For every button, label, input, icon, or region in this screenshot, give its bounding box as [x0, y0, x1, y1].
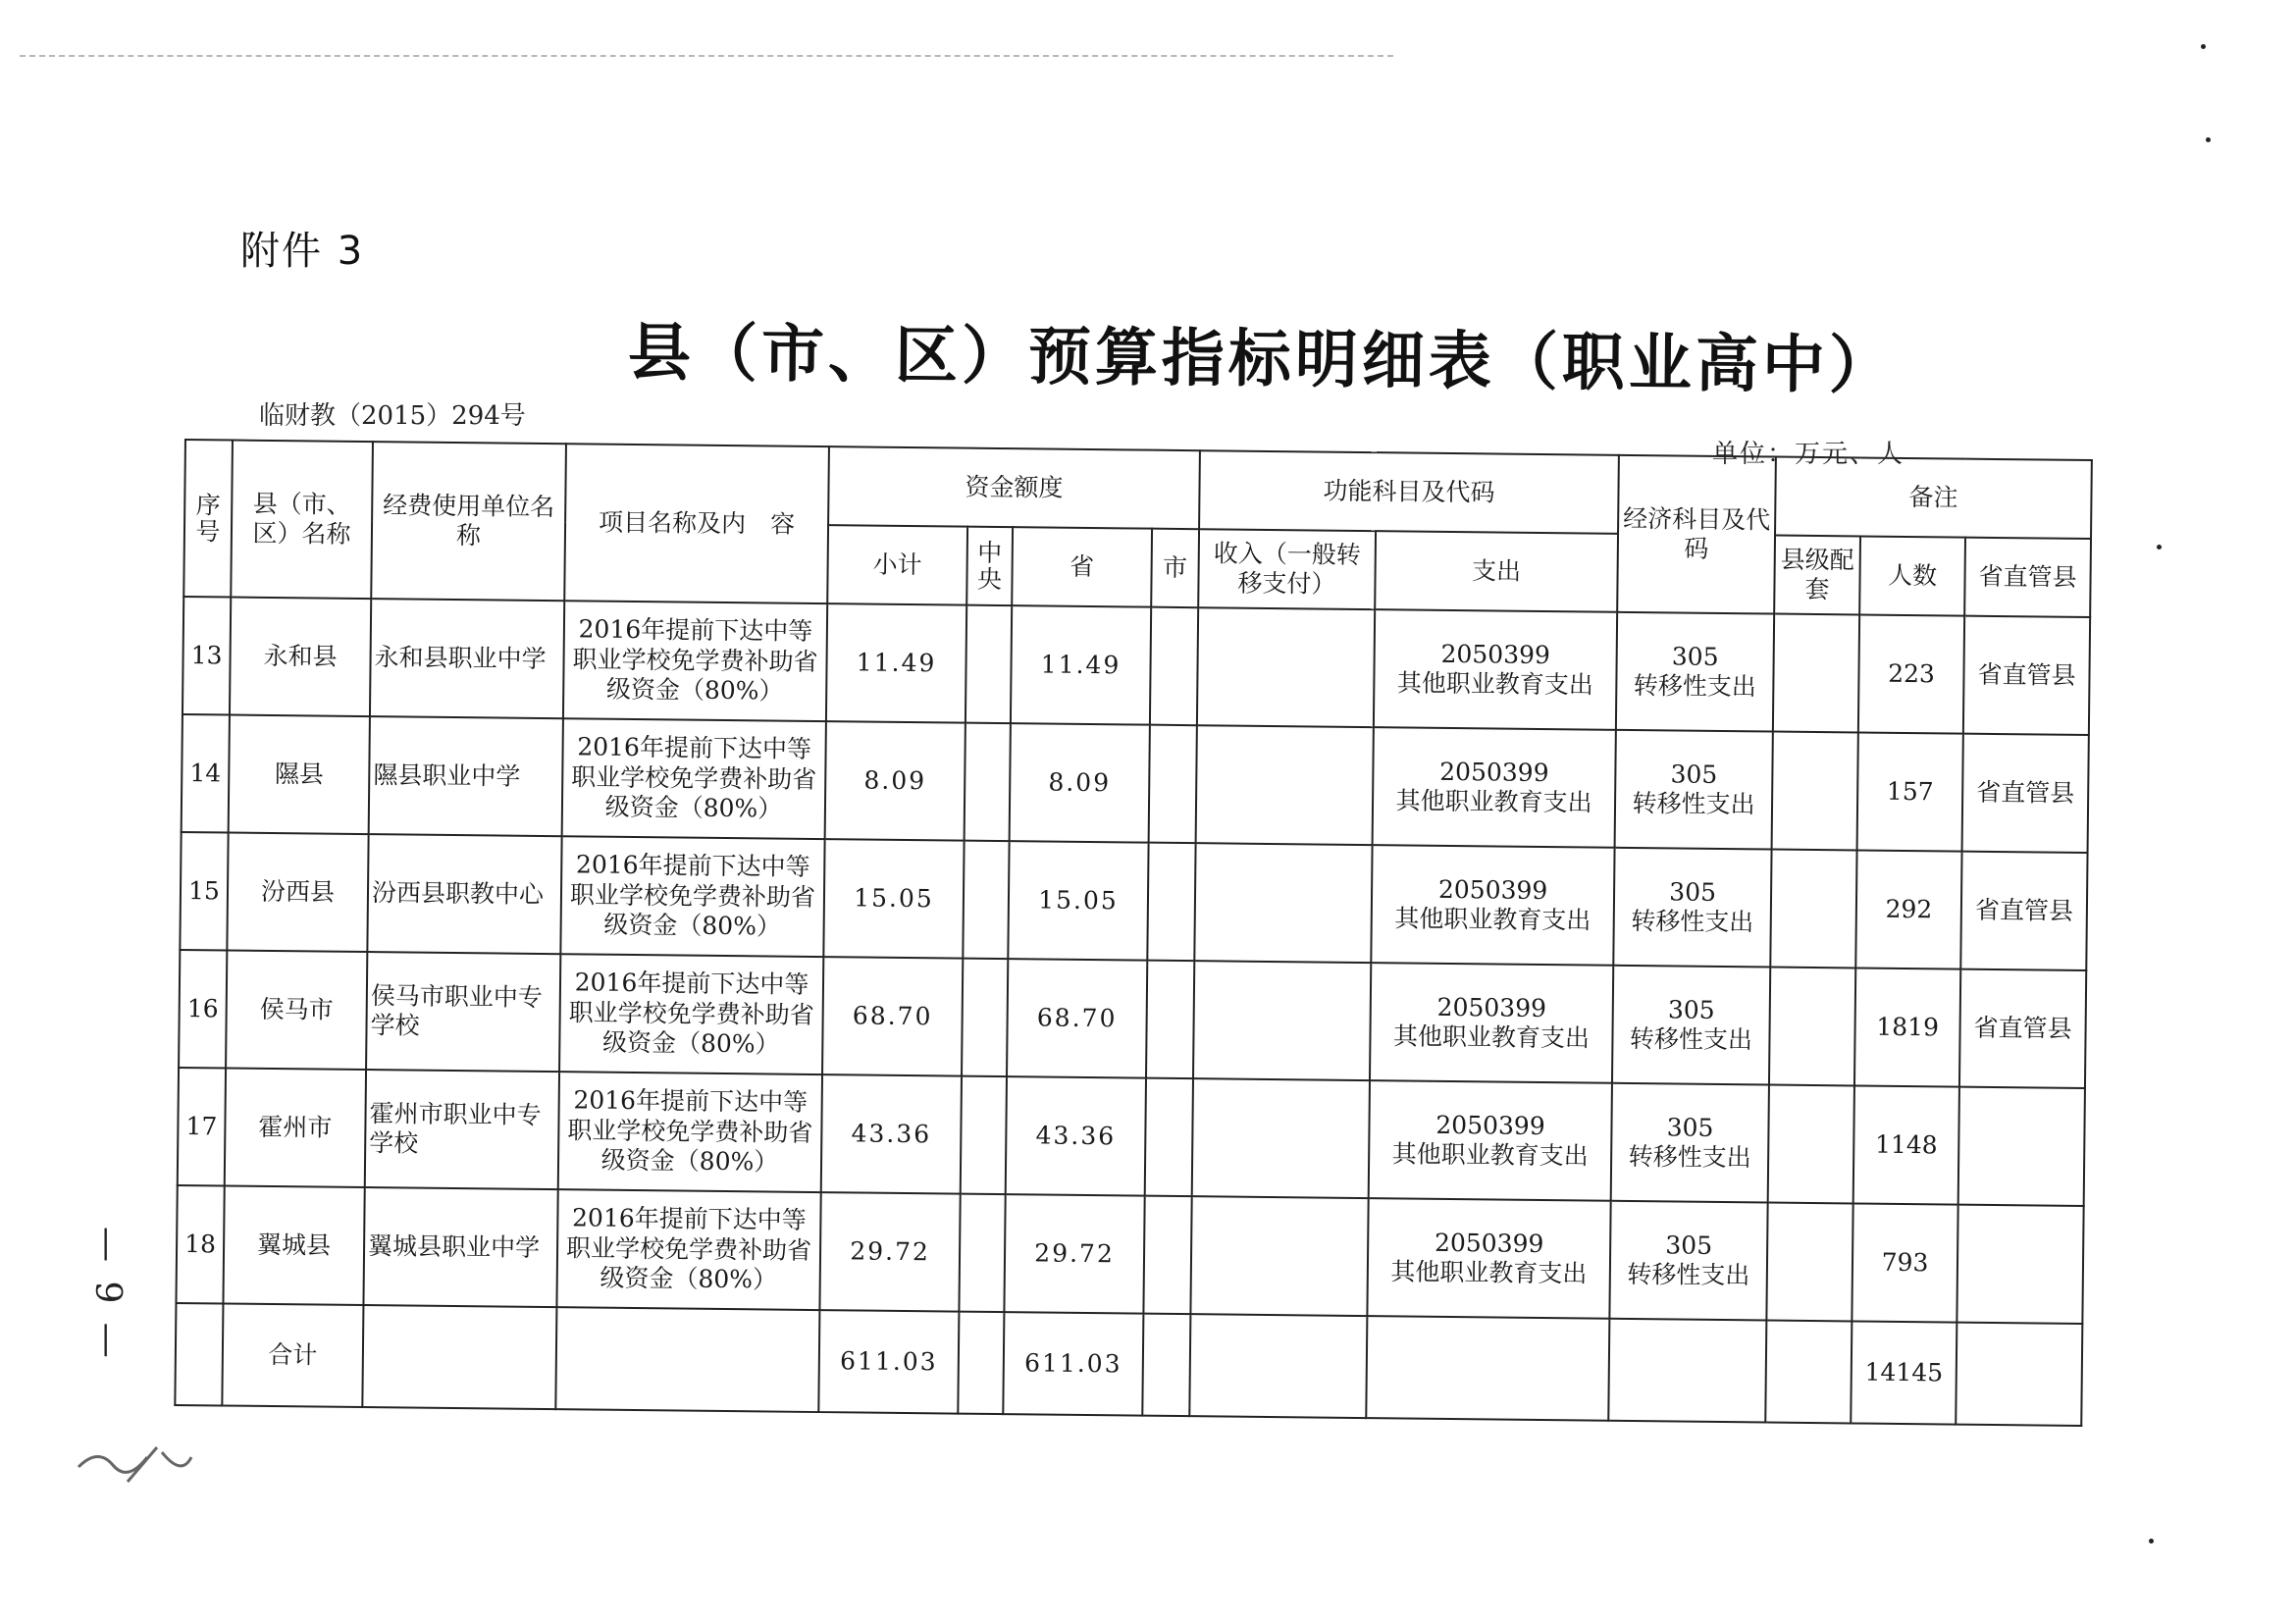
row-people: 1819: [1854, 968, 1960, 1086]
header-expense: 支出: [1375, 531, 1618, 612]
row-central: [961, 1076, 1007, 1194]
page-number-mark: — 9 —: [87, 1227, 128, 1362]
table-row: [183, 597, 2090, 735]
total-label: 合计: [222, 1303, 363, 1407]
expense-name: 其他职业教育支出: [1395, 786, 1592, 817]
header-remarks: 备注: [1775, 457, 2092, 539]
row-project: 2016年提前下达中等职业学校免学费补助省级资金（80%）: [560, 836, 824, 957]
row-province: 29.72: [1004, 1194, 1144, 1314]
header-income: 收入（一般转移支付）: [1198, 529, 1376, 609]
header-func-code: 功能科目及代码: [1199, 450, 1619, 534]
header-econ-code: 经济科目及代码: [1617, 455, 1776, 614]
row-province: 11.49: [1011, 605, 1151, 725]
total-expense: [1366, 1316, 1609, 1421]
econ-name: 转移性支出: [1633, 670, 1757, 702]
row-unit: 永和县职业中学: [370, 599, 564, 718]
row-unit: 翼城县职业中学: [363, 1187, 557, 1307]
scan-dot: [2201, 44, 2206, 49]
row-project: 2016年提前下达中等职业学校免学费补助省级资金（80%）: [562, 718, 826, 839]
total-unit: [362, 1305, 556, 1409]
row-econ: [1616, 612, 1774, 732]
row-county-match: [1768, 1085, 1854, 1204]
row-income: [1197, 607, 1375, 727]
expense-code: 2050399: [1434, 1228, 1544, 1258]
row-income: [1196, 725, 1374, 845]
unit-label: 单位：万元、人: [1712, 440, 1905, 469]
row-seq: 13: [183, 597, 231, 715]
row-people: 292: [1855, 850, 1961, 969]
row-county: 隰县: [229, 715, 370, 835]
total-county-match: [1765, 1321, 1852, 1424]
total-subtotal: 611.03: [818, 1310, 959, 1414]
expense-name: 其他职业教育支出: [1390, 1257, 1588, 1288]
row-project: 2016年提前下达中等职业学校免学费补助省级资金（80%）: [558, 1072, 822, 1192]
total-central: [958, 1312, 1004, 1414]
row-county: 霍州市: [225, 1068, 366, 1187]
header-city: 市: [1151, 529, 1199, 608]
row-expense: [1371, 845, 1614, 966]
handwritten-scribble: [69, 1428, 206, 1506]
row-expense: [1370, 963, 1613, 1083]
row-expense: [1373, 727, 1616, 848]
econ-name: 转移性支出: [1629, 1023, 1753, 1055]
expense-name: 其他职业教育支出: [1396, 668, 1594, 700]
row-people: 1148: [1853, 1085, 1959, 1204]
row-unit: 汾西县职教中心: [367, 834, 561, 954]
row-province: 15.05: [1008, 841, 1148, 961]
row-expense: [1367, 1198, 1610, 1319]
expense-code: 2050399: [1436, 992, 1547, 1022]
row-central: [962, 959, 1008, 1076]
table-header: [183, 440, 2092, 617]
row-unit: 隰县职业中学: [369, 716, 563, 836]
header-county: 县（市、区）名称: [231, 441, 373, 600]
table-row: [182, 714, 2089, 853]
expense-code: 2050399: [1435, 1110, 1545, 1140]
row-county-match: [1773, 614, 1859, 733]
row-direct-county: 省直管县: [1960, 852, 2087, 970]
row-people: 157: [1857, 732, 1963, 851]
row-expense: [1374, 609, 1617, 730]
row-direct-county: 省直管县: [1959, 969, 2086, 1088]
table-body: [175, 597, 2090, 1426]
row-econ: [1609, 1201, 1767, 1321]
row-expense: [1369, 1080, 1612, 1201]
scan-dot: [2157, 545, 2162, 550]
econ-code: 305: [1665, 1230, 1713, 1260]
row-subtotal: 8.09: [825, 721, 965, 841]
total-city: [1142, 1314, 1190, 1417]
row-seq: 14: [182, 714, 230, 833]
row-county: 翼城县: [223, 1185, 364, 1305]
row-city: [1146, 961, 1194, 1079]
row-county: 汾西县: [227, 833, 368, 953]
row-project: 2016年提前下达中等职业学校免学费补助省级资金（80%）: [563, 601, 827, 721]
header-subtotal: 小计: [827, 525, 967, 605]
table-row: [176, 1185, 2083, 1324]
row-subtotal: 11.49: [826, 603, 966, 723]
row-unit: 霍州市职业中专学校: [365, 1070, 559, 1189]
row-subtotal: 29.72: [819, 1192, 960, 1312]
expense-code: 2050399: [1437, 874, 1548, 905]
econ-name: 转移性支出: [1631, 906, 1754, 937]
econ-name: 转移性支出: [1628, 1141, 1751, 1173]
row-county-match: [1770, 850, 1856, 969]
header-seq: 序号: [183, 440, 233, 598]
header-unit: 经费使用单位名 称: [371, 442, 566, 601]
row-county-match: [1772, 732, 1858, 851]
total-seq: [175, 1303, 223, 1406]
row-subtotal: 68.70: [822, 957, 963, 1076]
budget-table-wrapper: [174, 439, 2091, 1427]
total-province: 611.03: [1003, 1312, 1143, 1416]
row-seq: 17: [178, 1068, 226, 1186]
row-city: [1149, 725, 1197, 844]
row-subtotal: 15.05: [823, 839, 964, 959]
row-city: [1143, 1196, 1191, 1315]
row-central: [963, 841, 1009, 959]
expense-name: 其他职业教育支出: [1392, 1021, 1591, 1053]
row-income: [1193, 961, 1371, 1080]
row-direct-county: [1957, 1205, 2083, 1324]
row-seq: 16: [179, 950, 227, 1069]
total-direct-county: [1956, 1323, 2082, 1426]
row-seq: 15: [180, 832, 228, 951]
scan-dot: [2206, 137, 2211, 142]
row-province: 68.70: [1007, 959, 1147, 1078]
table-row: [179, 950, 2086, 1088]
econ-code: 305: [1666, 1112, 1714, 1142]
table-row: [178, 1068, 2085, 1206]
scan-dot: [2149, 1539, 2154, 1544]
header-central: 中央: [966, 527, 1013, 605]
row-econ: [1611, 1083, 1769, 1203]
document-number: 临财教（2015）294号: [259, 401, 526, 431]
row-direct-county: [1958, 1087, 2085, 1206]
row-province: 43.36: [1006, 1076, 1146, 1196]
total-project: [555, 1307, 819, 1412]
row-econ: [1613, 848, 1771, 968]
expense-name: 其他职业教育支出: [1391, 1139, 1589, 1171]
table-row: [180, 832, 2087, 970]
row-central: [965, 605, 1012, 723]
row-county-match: [1766, 1203, 1852, 1322]
page-title: 县（市、区）预算指标明细表（职业高中）: [627, 317, 1897, 403]
row-direct-county: 省直管县: [1962, 734, 2089, 853]
econ-code: 305: [1671, 641, 1719, 671]
row-income: [1190, 1196, 1368, 1316]
row-subtotal: 43.36: [821, 1074, 962, 1194]
row-city: [1150, 607, 1198, 726]
row-econ: [1615, 730, 1773, 850]
total-row: [175, 1303, 2082, 1426]
total-people: 14145: [1851, 1321, 1957, 1424]
total-income: [1189, 1314, 1367, 1418]
econ-name: 转移性支出: [1627, 1259, 1750, 1290]
row-project: 2016年提前下达中等职业学校免学费补助省级资金（80%）: [556, 1189, 820, 1310]
econ-code: 305: [1667, 994, 1715, 1024]
scan-artifact-line: [20, 55, 1393, 57]
row-central: [965, 723, 1011, 841]
row-people: 223: [1858, 614, 1964, 733]
attachment-label: 附件 3: [240, 229, 365, 274]
expense-code: 2050399: [1440, 639, 1551, 669]
econ-name: 转移性支出: [1632, 788, 1755, 819]
row-county: 永和县: [230, 598, 371, 717]
budget-table: [174, 439, 2093, 1427]
header-project: 项目名称及内 容: [564, 444, 829, 603]
row-income: [1194, 843, 1372, 963]
row-direct-county: 省直管县: [1963, 616, 2090, 735]
header-funds: 资金额度: [828, 446, 1200, 529]
row-county: 侯马市: [226, 950, 367, 1070]
row-city: [1145, 1078, 1193, 1197]
row-county-match: [1769, 968, 1855, 1086]
expense-name: 其他职业教育支出: [1394, 904, 1592, 935]
header-county-match: 县级配套: [1774, 536, 1860, 615]
row-project: 2016年提前下达中等职业学校免学费补助省级资金（80%）: [559, 954, 823, 1074]
econ-code: 305: [1669, 876, 1717, 907]
row-province: 8.09: [1010, 723, 1150, 843]
header-people: 人数: [1859, 536, 1965, 615]
row-people: 793: [1852, 1203, 1957, 1322]
row-central: [959, 1194, 1005, 1312]
row-city: [1147, 843, 1195, 962]
econ-code: 305: [1670, 759, 1718, 789]
row-unit: 侯马市职业中专学校: [366, 952, 560, 1072]
header-direct-county: 省直管县: [1964, 538, 2091, 617]
total-econ: [1608, 1319, 1766, 1423]
row-econ: [1612, 966, 1770, 1085]
header-province: 省: [1012, 527, 1152, 607]
row-income: [1192, 1078, 1370, 1198]
expense-code: 2050399: [1439, 757, 1549, 787]
row-seq: 18: [176, 1185, 224, 1304]
